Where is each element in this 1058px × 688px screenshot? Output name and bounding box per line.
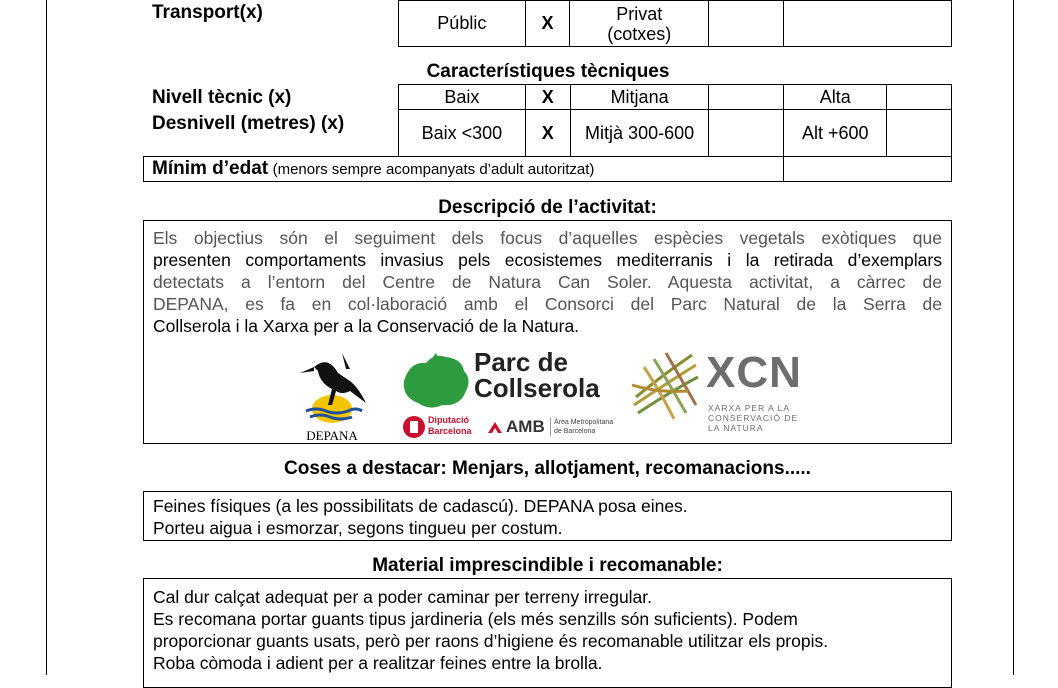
- transport-private-line2: (cotxes): [607, 23, 672, 44]
- amb-sub2: de Barcelona: [554, 428, 596, 435]
- level-high: Alta: [784, 85, 887, 110]
- transport-public: Públic: [399, 1, 526, 47]
- amb-chevron-icon: [486, 419, 504, 435]
- highlights-line-1: Feines físiques (a les possibilitats de cadascú). DEPANA posa eines.: [153, 496, 688, 516]
- depana-label: DEPANA: [306, 428, 358, 443]
- xcn-sub1: XARXA PER A LA: [708, 403, 791, 413]
- parc-line1: Parc de: [474, 347, 568, 377]
- material-box: [143, 578, 952, 688]
- amb-subtitle: [554, 418, 613, 436]
- elevation-empty-1: [709, 110, 784, 157]
- xcn-subtitle: [708, 403, 798, 433]
- min-age-note: (menors sempre acompanyats d’adult autoritzat): [272, 161, 595, 178]
- elevation-low: Baix <300: [399, 110, 526, 157]
- diputacio-text: [428, 415, 472, 437]
- elevation-label: Desnivell (metres) (x): [152, 113, 345, 134]
- description-line-3: detectats a l’entorn del Centre de Natura Can Soler. Aquesta activitat, a càrrec de: [153, 272, 942, 292]
- min-age-text: [152, 158, 594, 180]
- material-line-2: Es recomana portar guants tipus jardineria (els més senzills són suficients). Podem: [153, 609, 798, 629]
- diputacio-icon: [402, 415, 426, 439]
- parc-line2: Collserola: [474, 373, 600, 403]
- level-empty-2: [887, 85, 952, 110]
- diputacio-line1: Diputació: [428, 415, 470, 425]
- material-text: [153, 586, 828, 674]
- transport-private-line1: Privat: [616, 3, 663, 24]
- description-line-1: Els objectius són el seguiment dels focus d’aquelles espècies vegetals exòtiques que: [153, 228, 942, 248]
- diputacio-line2: Barcelona: [428, 426, 472, 436]
- description-text: [153, 227, 942, 337]
- description-box: [143, 220, 952, 444]
- xcn-sub2: CONSERVACIÓ DE: [708, 413, 799, 423]
- level-low: Baix: [399, 85, 526, 110]
- xcn-sub3: LA NATURA: [708, 423, 764, 433]
- material-line-3: proporcionar guants usats, però per raons d’higiene és recomanable utilitzar els propis.: [153, 631, 829, 651]
- transport-public-mark: X: [525, 1, 570, 47]
- highlights-line-2: Porteu aigua i esmorzar, segons tingueu per costum.: [153, 518, 563, 538]
- xcn-label: XCN: [706, 348, 802, 397]
- collserola-logo: [400, 349, 630, 441]
- heron-icon: [292, 347, 372, 423]
- highlights-text: [153, 495, 688, 539]
- elevation-low-mark: X: [525, 110, 570, 157]
- highlights-heading: Coses a destacar: Menjars, allotjament, recomanacions.....: [284, 458, 811, 479]
- amb-sub1: Àrea Metropolitana: [554, 419, 614, 426]
- level-mid: Mitjana: [570, 85, 709, 110]
- material-line-1: Cal dur calçat adequat per a poder caminar per terreny irregular.: [153, 587, 653, 607]
- transport-label: Transport(x): [152, 2, 263, 23]
- transport-table: [398, 0, 952, 47]
- min-age-label: Mínim d’edat: [152, 158, 269, 179]
- elevation-mid: Mitjà 300-600: [570, 110, 709, 157]
- technical-table: [398, 84, 952, 157]
- xcn-weave-icon: [630, 347, 700, 423]
- min-age-row: [143, 156, 952, 182]
- highlights-box: [143, 491, 952, 541]
- page-border-left: [46, 0, 47, 675]
- technical-heading: Característiques tècniques: [426, 61, 670, 82]
- level-label: Nivell tècnic (x): [152, 87, 292, 108]
- level-low-mark: X: [525, 85, 570, 110]
- transport-empty-1: [709, 1, 784, 47]
- elevation-empty-2: [887, 110, 952, 157]
- description-line-4: DEPANA, es fa en col·laboració amb el Consorci del Parc Natural de la Serra de: [153, 294, 942, 314]
- amb-divider: [550, 418, 551, 436]
- amb-label: AMB: [506, 417, 545, 436]
- xcn-logo: [630, 343, 810, 441]
- level-empty-1: [709, 85, 784, 110]
- page-border-right: [1013, 0, 1014, 675]
- material-line-4: Roba còmoda i adient per a realitzar feines entre la brolla.: [153, 653, 603, 673]
- material-heading: Material imprescindible i recomanable:: [372, 555, 723, 576]
- description-line-2: presenten comportaments invasius pels ecosistemes mediterranis i la retirada d’exemplars: [153, 250, 942, 270]
- depana-logo: [292, 347, 372, 441]
- elevation-high: Alt +600: [784, 110, 887, 157]
- transport-private: [570, 1, 709, 47]
- min-age-divider: [783, 157, 784, 181]
- description-line-5: Collserola i la Xarxa per a la Conservació de la Natura.: [153, 316, 580, 336]
- description-heading: Descripció de l’activitat:: [438, 197, 657, 218]
- collserola-shape-icon: [400, 351, 474, 411]
- transport-empty-2: [783, 1, 951, 47]
